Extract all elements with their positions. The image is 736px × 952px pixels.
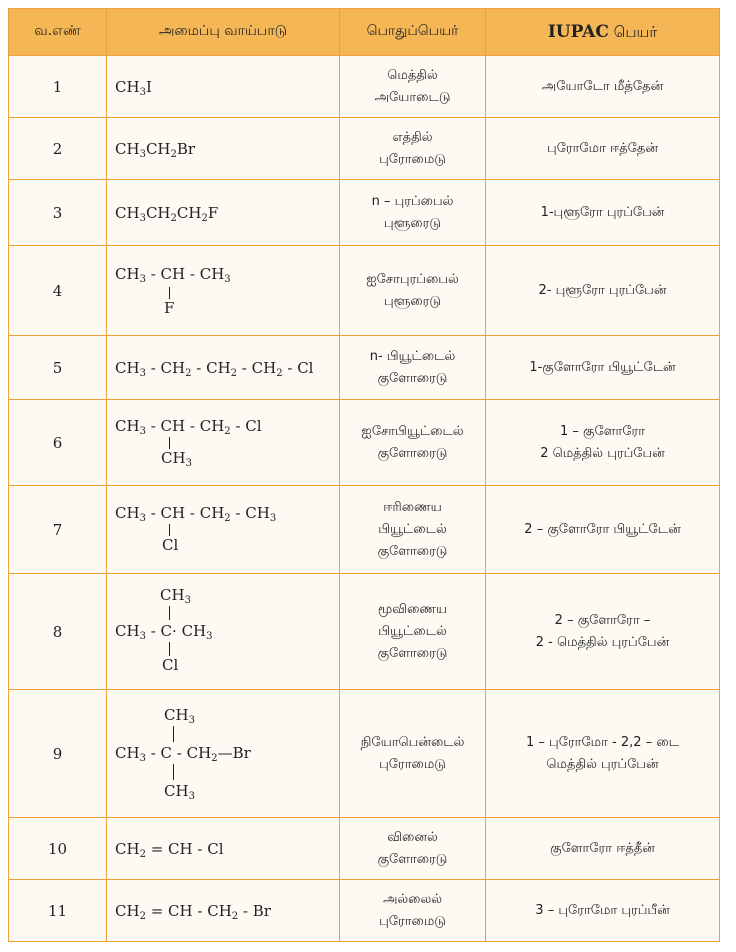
header-iupac-prefix: IUPAC — [547, 21, 609, 42]
iupac-name: அயோடோ மீத்தேன் — [486, 56, 720, 118]
iupac-name: 1 – புரோமோ - 2,2 – டை மெத்தில் புரப்பேன் — [486, 690, 720, 818]
common-name: மூவிணைய பியூட்டைல் குளோரைடு — [340, 574, 486, 690]
iupac-name: 3 – புரோமோ புரப்பீன் — [486, 880, 720, 942]
table-row — [9, 56, 720, 118]
haloalkane-table-container — [8, 8, 719, 942]
iupac-name: 2- புளூரோ புரப்பேன் — [486, 246, 720, 336]
common-name: நியோபென்டைல் புரோமைடு — [340, 690, 486, 818]
table-row — [9, 818, 720, 880]
table-row — [9, 246, 720, 336]
structure-formula: $CH_2$ = CH - Cl — [107, 818, 340, 880]
row-number: 7 — [9, 486, 107, 574]
structure-formula: $CH_3I$ — [107, 56, 340, 118]
header-common-name: பொதுப்பெயர் — [340, 9, 486, 56]
structure-formula: $CH_3$ $CH_3$ - C - $CH_2—Br$ $CH_3$ — [107, 690, 340, 818]
iupac-name: 1-புளூரோ புரப்பேன் — [486, 180, 720, 246]
row-number: 9 — [9, 690, 107, 818]
table-row — [9, 574, 720, 690]
header-iupac-name — [486, 9, 720, 56]
structure-formula: $CH_3CH_2CH_2F$ — [107, 180, 340, 246]
row-number: 3 — [9, 180, 107, 246]
common-name: ஐசோபுரப்பைல் புளூரைடு — [340, 246, 486, 336]
header-structure: அமைப்பு வாய்பாடு — [107, 9, 340, 56]
common-name: n – புரப்பைல் புளூரைடு — [340, 180, 486, 246]
row-number: 2 — [9, 118, 107, 180]
table-row — [9, 336, 720, 400]
structure-formula: $CH_3$ - CH - $CH_2 - CH_3$ Cl — [107, 486, 340, 574]
common-name: அல்லைல் புரோமைடு — [340, 880, 486, 942]
structure-formula: $CH_3CH_2Br$ — [107, 118, 340, 180]
table-row — [9, 180, 720, 246]
iupac-name: 2 – குளோரோ – 2 - மெத்தில் புரப்பேன் — [486, 574, 720, 690]
row-number: 1 — [9, 56, 107, 118]
common-name: n- பியூட்டைல் குளோரைடு — [340, 336, 486, 400]
table-header-row — [9, 9, 720, 56]
iupac-name: 2 – குளோரோ பியூட்டேன் — [486, 486, 720, 574]
common-name: மெத்தில் அயோடைடு — [340, 56, 486, 118]
row-number: 6 — [9, 400, 107, 486]
structure-formula: $CH_3 - CH_2 - CH_2 - CH_2$ - Cl — [107, 336, 340, 400]
header-serial: வ.எண் — [9, 9, 107, 56]
table-row — [9, 400, 720, 486]
common-name: எத்தில் புரோமைடு — [340, 118, 486, 180]
iupac-name: 1-குளோரோ பியூட்டேன் — [486, 336, 720, 400]
structure-formula: $CH_3$ $CH_3 - C\cdot CH_3$ Cl — [107, 574, 340, 690]
row-number: 5 — [9, 336, 107, 400]
row-number: 4 — [9, 246, 107, 336]
structure-formula: $CH_3$ - CH - $CH_3$ F — [107, 246, 340, 336]
common-name: ஈரிணைய பியூட்டைல் குளோரைடு — [340, 486, 486, 574]
row-number: 11 — [9, 880, 107, 942]
iupac-name: 1 – குளோரோ 2 மெத்தில் புரப்பேன் — [486, 400, 720, 486]
haloalkane-names-table — [8, 8, 720, 942]
row-number: 8 — [9, 574, 107, 690]
table-row — [9, 486, 720, 574]
iupac-name: புரோமோ ஈத்தேன் — [486, 118, 720, 180]
common-name: ஐசோபியூட்டைல் குளோரைடு — [340, 400, 486, 486]
iupac-name: குளோரோ ஈத்தீன் — [486, 818, 720, 880]
header-iupac-suffix: பெயர் — [613, 22, 658, 41]
table-row — [9, 880, 720, 942]
structure-formula: $CH_3$ - CH - $CH_2$ - Cl $CH_3$ — [107, 400, 340, 486]
table-row — [9, 118, 720, 180]
structure-formula: $CH_2$ = CH - $CH_2$ - Br — [107, 880, 340, 942]
row-number: 10 — [9, 818, 107, 880]
common-name: வினைல் குளோரைடு — [340, 818, 486, 880]
table-row — [9, 690, 720, 818]
